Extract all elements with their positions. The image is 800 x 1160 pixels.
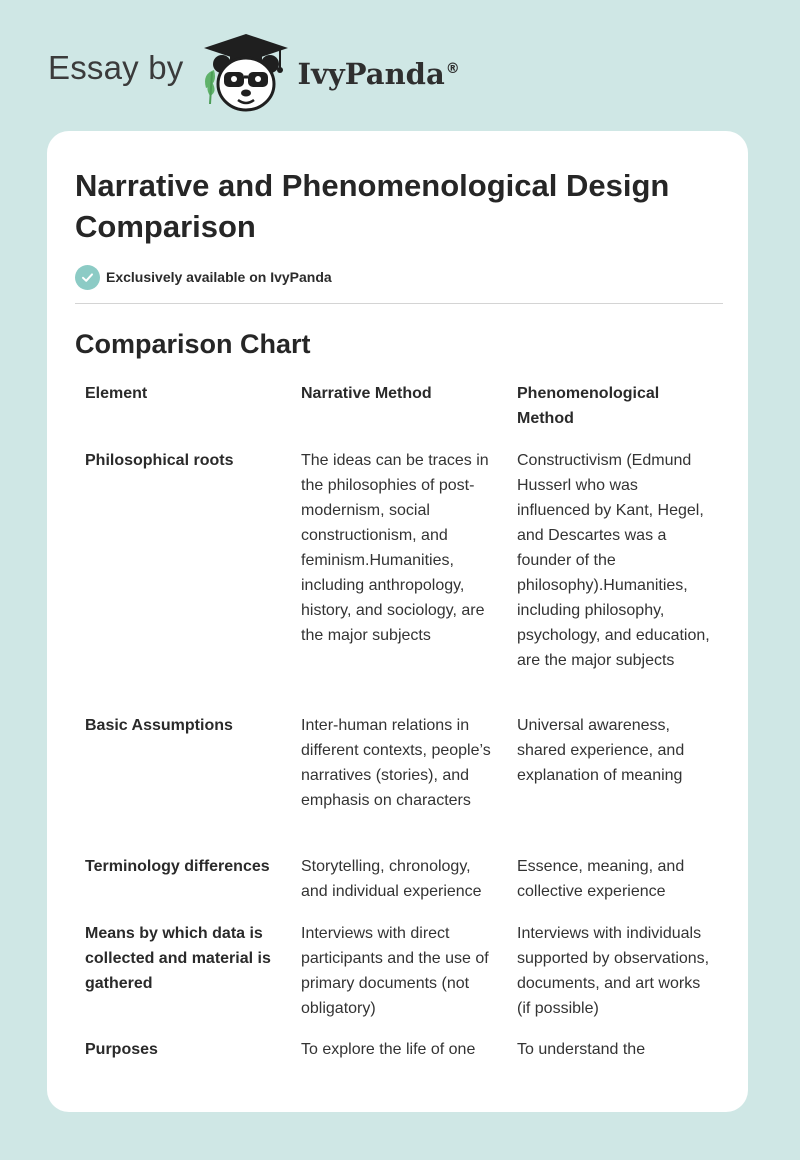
check-circle-icon [75, 265, 100, 290]
row-phenomenological: Interviews with individuals supported by observations, documents, and art works (if possible) [517, 925, 710, 1017]
row-narrative: Interviews with direct participants and the use of primary documents (not obligatory) [301, 925, 489, 1017]
table-row [75, 921, 723, 1037]
header-element: Element [85, 385, 148, 402]
brand-prefix: Essay by [48, 49, 184, 86]
table-row [75, 713, 723, 854]
registered-mark: ® [445, 61, 460, 78]
row-element: Basic Assumptions [85, 717, 233, 734]
exclusive-badge [75, 264, 332, 290]
row-phenomenological: To understand the [517, 1041, 646, 1058]
panda-graduate-logo-icon [200, 30, 292, 114]
row-element: Purposes [85, 1041, 158, 1058]
brand-name: IvyPanda® [297, 57, 460, 91]
exclusive-label: Exclusively available on IvyPanda [106, 269, 332, 285]
row-element: Terminology differences [85, 858, 270, 875]
row-element: Means by which data is collected and material is gathered [85, 925, 271, 992]
row-narrative: The ideas can be traces in the philosophies of post-modernism, social constructionism, and feminism.Humanities, including anthropology, history, and sociology, are the major subjects [301, 452, 489, 644]
table-row [75, 854, 723, 921]
row-phenomenological: Universal awareness, shared experience, and explanation of meaning [517, 717, 685, 784]
row-phenomenological: Essence, meaning, and collective experience [517, 858, 685, 900]
table-row [75, 448, 723, 713]
section-heading: Comparison Chart [75, 329, 311, 359]
row-narrative: To explore the life of one [301, 1041, 476, 1058]
row-narrative: Inter-human relations in different contexts, people’s narratives (stories), and emphasis on characters [301, 717, 491, 809]
page-title: Narrative and Phenomenological Design Comparison [75, 168, 670, 244]
row-phenomenological: Constructivism (Edmund Husserl who was influenced by Kant, Hegel, and Descartes was a founder of the philosophy).Humanities, including philosophy, psychology, and education, are the major subjects [517, 452, 710, 669]
divider [75, 303, 723, 304]
document-card [47, 131, 748, 1112]
comparison-table [75, 381, 723, 1077]
table-header-row [75, 381, 723, 448]
table-row [75, 1037, 723, 1077]
row-element: Philosophical roots [85, 452, 234, 469]
header-phenomenological: Phenomenological Method [517, 385, 660, 427]
row-narrative: Storytelling, chronology, and individual experience [301, 858, 482, 900]
header-narrative: Narrative Method [301, 385, 432, 402]
brand-header [48, 30, 460, 114]
